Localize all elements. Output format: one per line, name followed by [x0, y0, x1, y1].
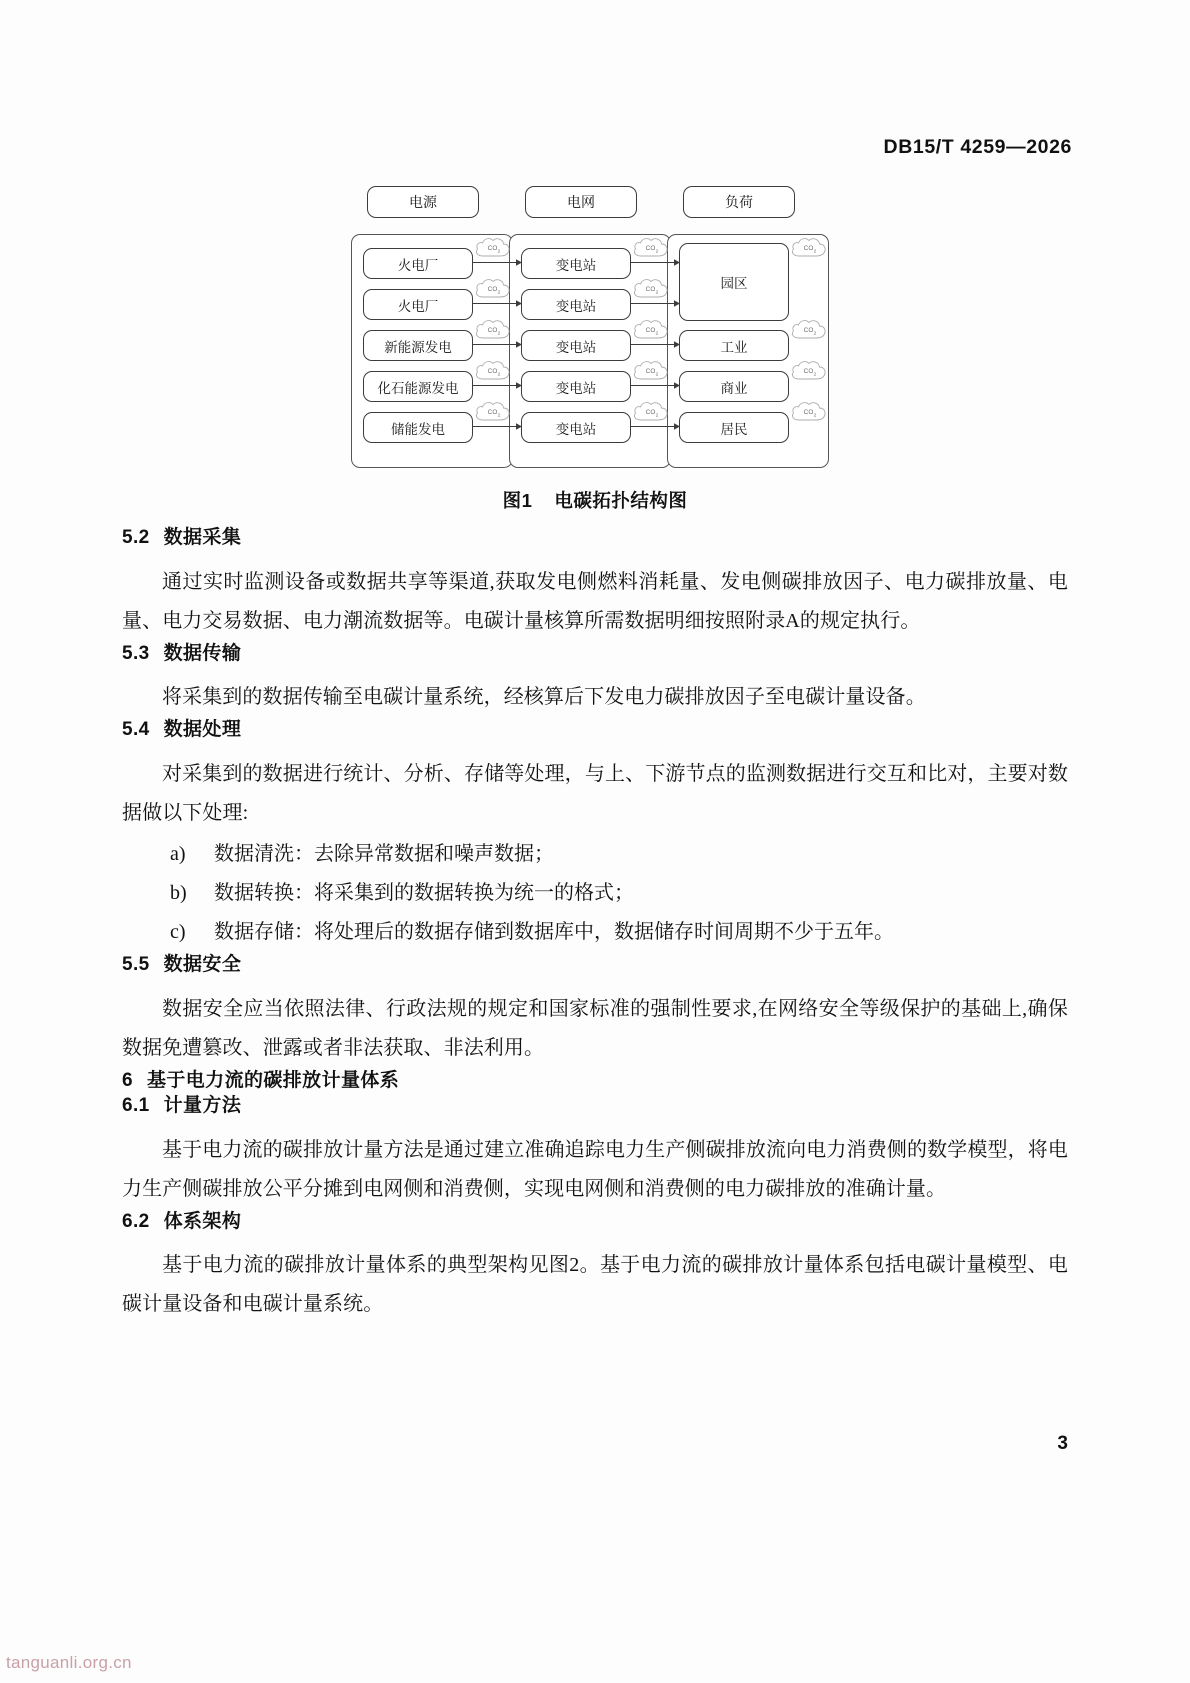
- heading-6-2: [122, 1209, 1068, 1235]
- heading-6-2-title: 体系架构: [163, 1210, 242, 1232]
- figure-caption-title: 电碳拓扑结构图: [554, 490, 688, 511]
- paragraph-5-4: 对采集到的数据进行统计、分析、存储等处理，与上、下游节点的监测数据进行交互和比对，主要对数据做以下处理:: [122, 762, 1068, 824]
- co2-subscript: 2: [813, 372, 817, 378]
- heading-6: [122, 1068, 1068, 1094]
- co2-label: CO: [803, 327, 814, 334]
- watermark: tanguanli.org.cn: [6, 1653, 132, 1672]
- co2-cloud-icon-load-2: [789, 316, 831, 343]
- co2-subscript: 2: [655, 372, 659, 378]
- co2-cloud-icon-source-2: [473, 275, 515, 302]
- node-industry: 工业: [679, 330, 789, 361]
- co2-subscript: 2: [813, 413, 817, 419]
- list-item-text: 数据清洗：去除异常数据和噪声数据；: [214, 842, 554, 865]
- node-energy-storage-generation: 储能发电: [363, 412, 473, 443]
- co2-label: CO: [645, 409, 656, 416]
- co2-label: CO: [487, 327, 498, 334]
- paragraph-5-3: 将采集到的数据传输至电碳计量系统，经核算后下发电力碳排放因子至电碳计量设备。: [162, 686, 926, 709]
- co2-label: CO: [487, 286, 498, 293]
- heading-5-4-title: 数据处理: [163, 719, 242, 741]
- heading-6-number: 6: [122, 1069, 133, 1091]
- heading-5-3-title: 数据传输: [163, 642, 242, 664]
- node-park: 园区: [679, 243, 789, 321]
- co2-cloud-icon-grid-5: [631, 398, 673, 425]
- paragraph-6-1: 基于电力流的碳排放计量方法是通过建立准确追踪电力生产侧碳排放流向电力消费侧的数学模型，将电力生产侧碳排放公平分摊到电网侧和消费侧，实现电网侧和消费侧的电力碳排放的准确计量。: [122, 1138, 1068, 1200]
- co2-cloud-icon-grid-1: [631, 234, 673, 261]
- heading-5-3-number: 5.3: [122, 642, 150, 664]
- heading-6-1: [122, 1093, 1068, 1119]
- co2-label: CO: [645, 245, 656, 252]
- co2-subscript: 2: [655, 331, 659, 337]
- co2-cloud-icon-source-5: [473, 398, 515, 425]
- co2-label: CO: [487, 368, 498, 375]
- co2-label: CO: [803, 245, 814, 252]
- node-substation-3: 变电站: [521, 330, 631, 361]
- heading-5-5-title: 数据安全: [163, 953, 242, 975]
- co2-subscript: 2: [497, 290, 501, 296]
- electricity-carbon-topology-diagram: [345, 186, 845, 476]
- co2-subscript: 2: [655, 249, 659, 255]
- list-5-4: [122, 835, 1068, 952]
- list-item-marker: c): [170, 920, 186, 943]
- heading-5-4: [122, 717, 1068, 743]
- list-item-text: 数据存储：将处理后的数据存储到数据库中，数据储存时间周期不少于五年。: [214, 920, 894, 943]
- co2-subscript: 2: [497, 331, 501, 337]
- paragraph-5-2: 通过实时监测设备或数据共享等渠道,获取发电侧燃料消耗量、发电侧碳排放因子、电力碳排放量、电量、电力交易数据、电力潮流数据等。电碳计量核算所需数据明细按照附录A的规定执行。: [122, 570, 1068, 632]
- node-substation-4: 变电站: [521, 371, 631, 402]
- co2-label: CO: [645, 368, 656, 375]
- list-item: [122, 835, 1068, 874]
- heading-6-1-number: 6.1: [122, 1095, 150, 1117]
- co2-cloud-icon-source-4: [473, 357, 515, 384]
- document-body: [122, 525, 1068, 1324]
- co2-subscript: 2: [497, 249, 501, 255]
- paragraph-5-5: 数据安全应当依照法律、行政法规的规定和国家标准的强制性要求,在网络安全等级保护的基础上,确保数据免遭篡改、泄露或者非法获取、非法利用。: [122, 997, 1068, 1059]
- heading-5-5-number: 5.5: [122, 953, 150, 975]
- heading-5-2: [122, 525, 1068, 551]
- co2-cloud-icon-load-3: [789, 357, 831, 384]
- figure-caption: [0, 487, 1190, 513]
- heading-6-2-number: 6.2: [122, 1210, 150, 1232]
- co2-label: CO: [487, 409, 498, 416]
- node-commerce: 商业: [679, 371, 789, 402]
- co2-subscript: 2: [497, 372, 501, 378]
- heading-5-2-number: 5.2: [122, 527, 150, 548]
- heading-5-3: [122, 641, 1068, 667]
- list-item: [122, 913, 1068, 952]
- co2-cloud-icon-load-1: [789, 234, 831, 261]
- figure-1: [0, 186, 1190, 476]
- page-number: 3: [1057, 1433, 1068, 1454]
- co2-cloud-icon-grid-2: [631, 275, 673, 302]
- co2-subscript: 2: [813, 249, 817, 255]
- column-header-power-grid: 电网: [525, 186, 637, 218]
- running-header-standard-number: DB15/T 4259—2026: [883, 136, 1072, 158]
- list-item-text: 数据转换：将采集到的数据转换为统一的格式；: [214, 881, 634, 904]
- co2-label: CO: [803, 368, 814, 375]
- list-item-marker: b): [170, 881, 187, 904]
- node-residential: 居民: [679, 412, 789, 443]
- co2-subscript: 2: [813, 331, 817, 337]
- co2-cloud-icon-grid-3: [631, 316, 673, 343]
- co2-label: CO: [645, 286, 656, 293]
- node-substation-1: 变电站: [521, 248, 631, 279]
- co2-subscript: 2: [497, 413, 501, 419]
- co2-subscript: 2: [655, 413, 659, 419]
- node-substation-2: 变电站: [521, 289, 631, 320]
- co2-cloud-icon-source-3: [473, 316, 515, 343]
- node-thermal-power-plant-2: 火电厂: [363, 289, 473, 320]
- co2-label: CO: [645, 327, 656, 334]
- node-substation-5: 变电站: [521, 412, 631, 443]
- co2-cloud-icon-grid-4: [631, 357, 673, 384]
- co2-label: CO: [487, 245, 498, 252]
- column-header-load: 负荷: [683, 186, 795, 218]
- heading-5-2-title: 数据采集: [163, 527, 242, 548]
- co2-cloud-icon-source-1: [473, 234, 515, 261]
- node-thermal-power-plant-1: 火电厂: [363, 248, 473, 279]
- co2-subscript: 2: [655, 290, 659, 296]
- paragraph-6-2: 基于电力流的碳排放计量体系的典型架构见图2。基于电力流的碳排放计量体系包括电碳计量模型、电碳计量设备和电碳计量系统。: [122, 1254, 1068, 1316]
- heading-6-title: 基于电力流的碳排放计量体系: [146, 1069, 400, 1091]
- heading-5-5: [122, 952, 1068, 978]
- list-item-marker: a): [170, 842, 186, 865]
- figure-caption-label: 图1: [502, 490, 533, 511]
- heading-5-4-number: 5.4: [122, 719, 150, 741]
- heading-6-1-title: 计量方法: [163, 1095, 242, 1117]
- co2-label: CO: [803, 409, 814, 416]
- column-header-power-source: 电源: [367, 186, 479, 218]
- node-fossil-energy-generation: 化石能源发电: [363, 371, 473, 402]
- node-new-energy-generation: 新能源发电: [363, 330, 473, 361]
- list-item: [122, 874, 1068, 913]
- co2-cloud-icon-load-4: [789, 398, 831, 425]
